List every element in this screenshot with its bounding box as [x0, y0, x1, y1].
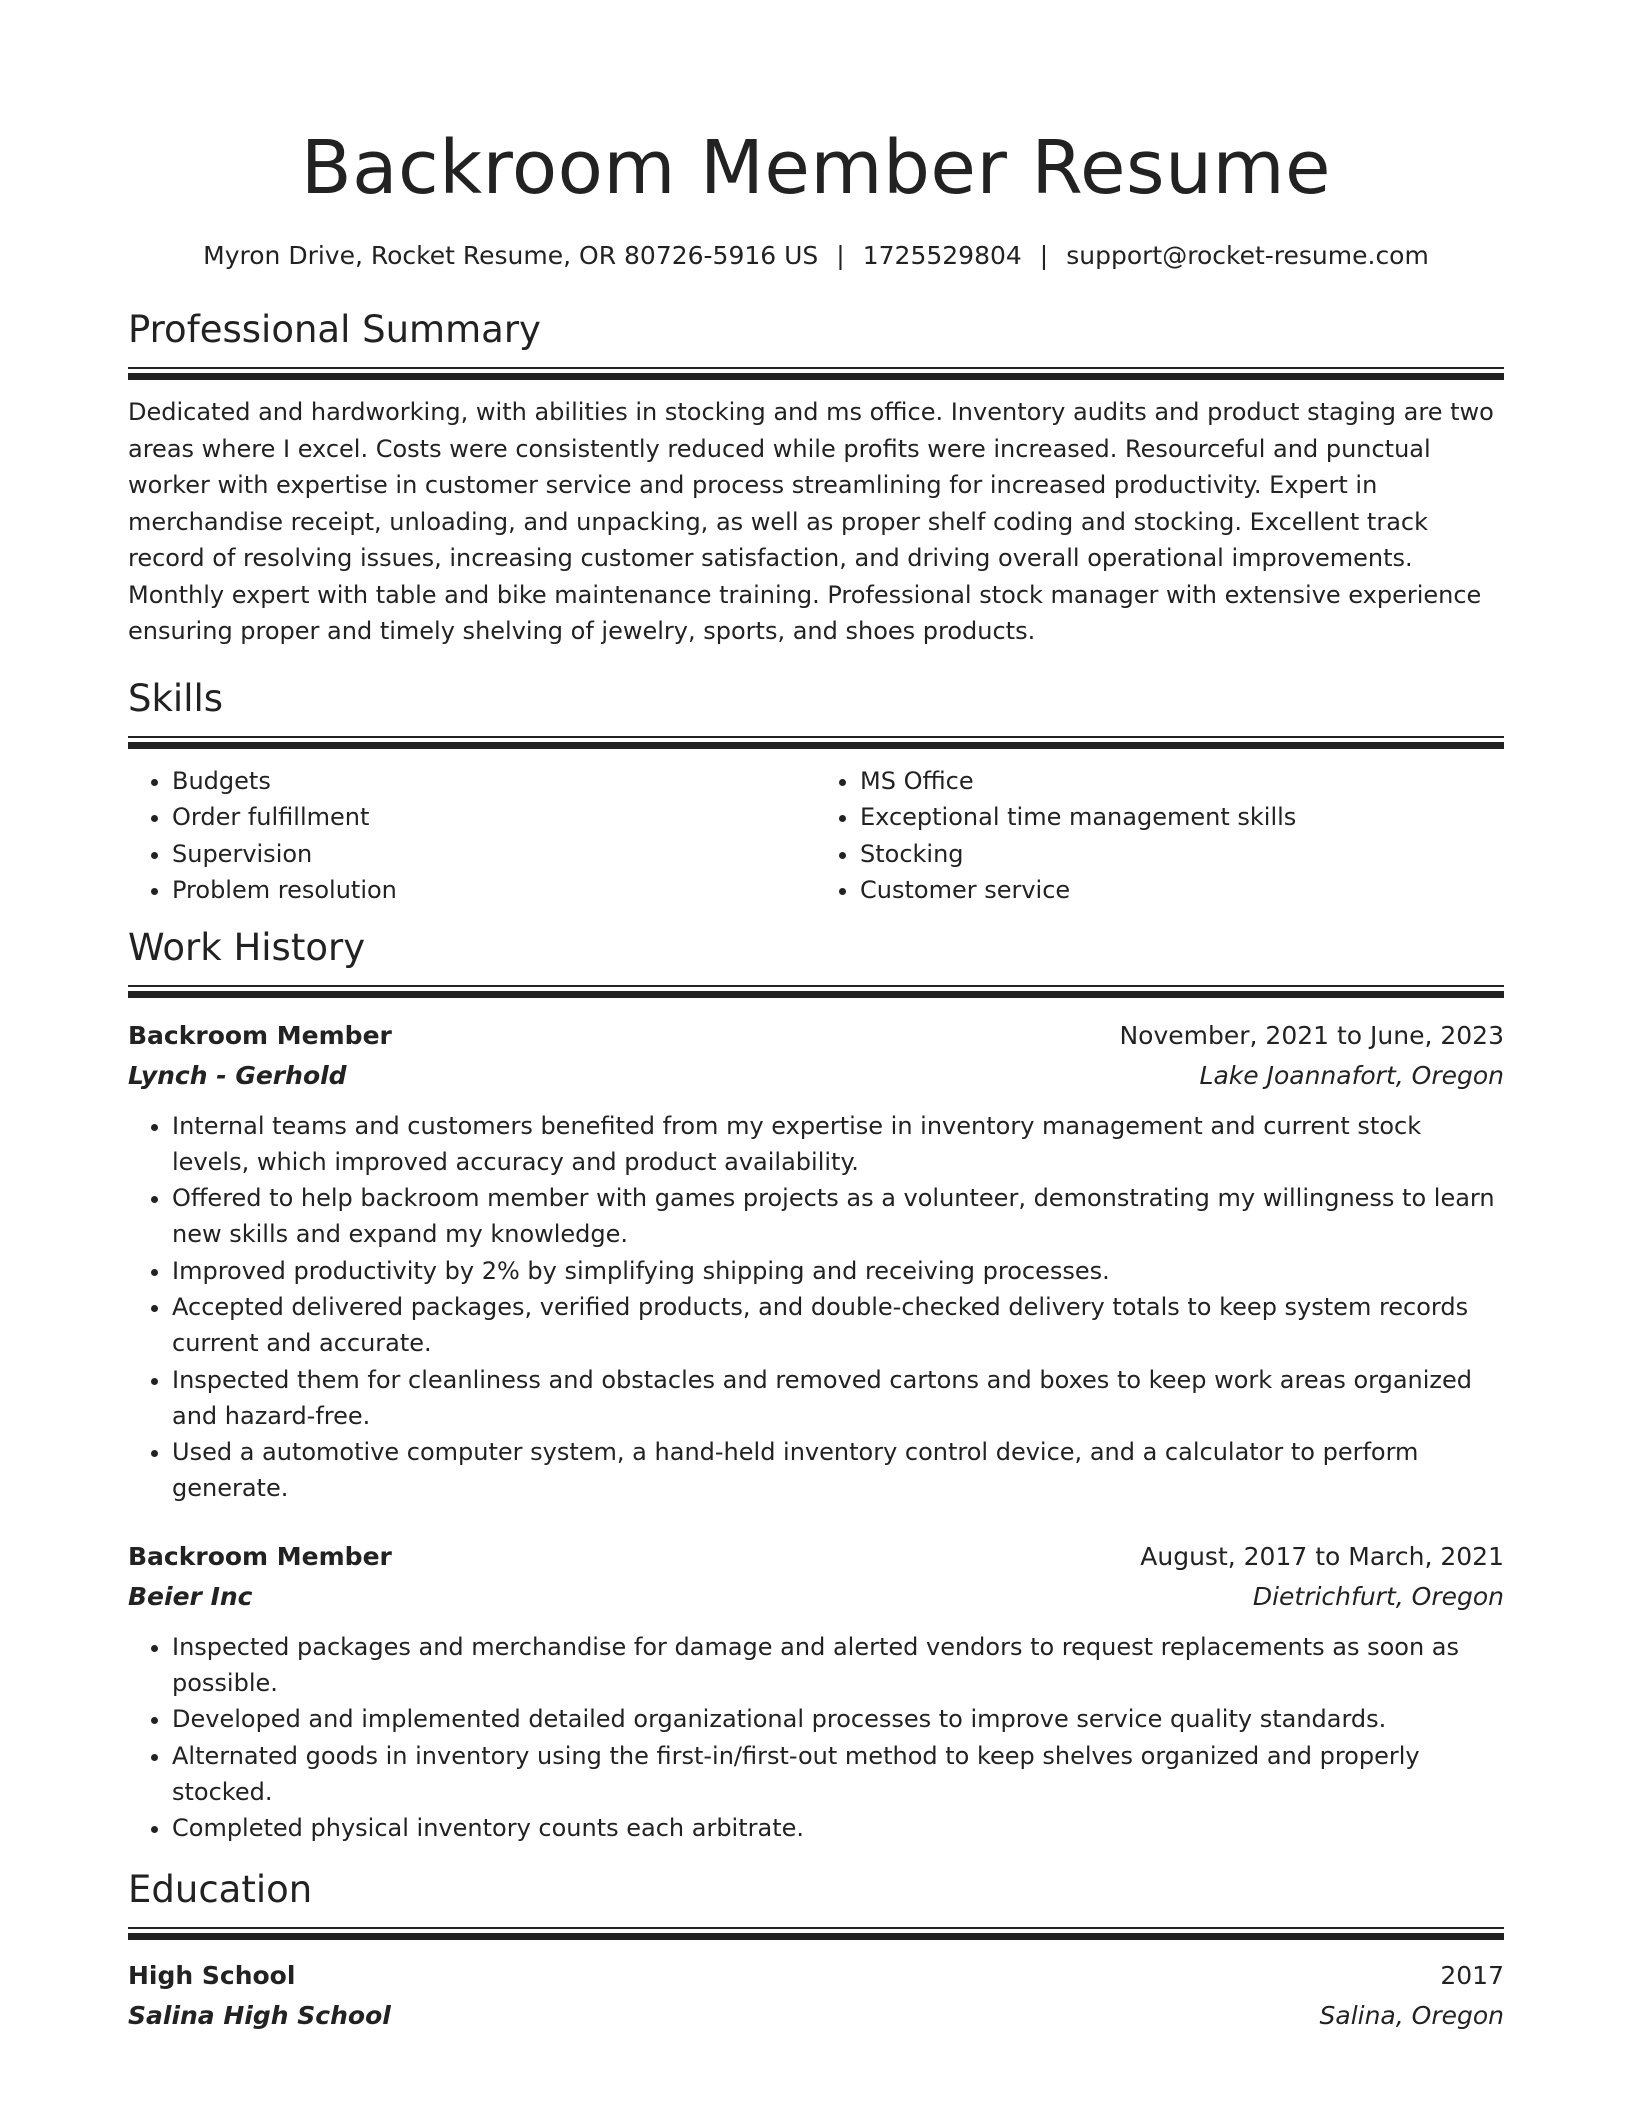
- skill-item: • Stocking: [860, 836, 1504, 873]
- contact-address: Myron Drive, Rocket Resume, OR 80726-5916 US: [203, 241, 819, 270]
- education-heading: Education: [128, 1867, 313, 1911]
- contact-email: support@rocket-resume.com: [1066, 241, 1429, 270]
- job-title: Backroom Member: [128, 1541, 392, 1571]
- job-bullet: • Alternated goods in inventory using the first-in/first-out method to keep shelves organized and properly stocked.: [172, 1738, 1504, 1811]
- job-dates: August, 2017 to March, 2021: [1140, 1541, 1504, 1571]
- work-history-heading: Work History: [128, 925, 366, 969]
- skill-item: • Budgets: [172, 763, 816, 800]
- education-entry: [128, 1956, 1504, 2036]
- job-bullets: [128, 1629, 1504, 1847]
- skill-item: • Order fulfillment: [172, 799, 816, 836]
- skills-section: [128, 674, 1504, 909]
- summary-text: Dedicated and hardworking, with abilities in stocking and ms office. Inventory audits and product staging are two areas where I excel. Costs were consistently reduced while profits were increased. Resourceful and punctual worker with expertise in customer service and process streamlining for increased productivity. Expert in merchandise receipt, unloading, and unpacking, as well as proper shelf coding and stocking. Excellent track record of resolving issues, increasing customer satisfaction, and driving overall operational improvements. Monthly expert with table and bike maintenance training. Professional stock manager with extensive experience ensuring proper and timely shelving of jewelry, sports, and shoes products.: [128, 398, 1494, 645]
- job-bullets: [128, 1108, 1504, 1507]
- skills-grid: [128, 763, 1504, 909]
- job-bullet: • Completed physical inventory counts each arbitrate.: [172, 1810, 1504, 1846]
- contact-line: [128, 239, 1504, 273]
- section-divider: [128, 736, 1504, 749]
- summary-heading: Professional Summary: [128, 308, 541, 351]
- skill-item: • Problem resolution: [172, 872, 816, 909]
- section-divider: [128, 985, 1504, 998]
- skill-item: • Supervision: [172, 836, 816, 873]
- job-location: Dietrichfurt, Oregon: [1252, 1581, 1504, 1611]
- job-bullet: • Offered to help backroom member with games projects as a volunteer, demonstrating my willingness to learn new skills and expand my knowledge.: [172, 1180, 1504, 1253]
- job-dates: November, 2021 to June, 2023: [1119, 1020, 1504, 1050]
- education-section: [128, 1865, 1504, 2036]
- skill-item: • Exceptional time management skills: [860, 799, 1504, 836]
- job-company-row: [128, 1577, 1504, 1617]
- education-degree: High School: [128, 1960, 296, 1990]
- section-divider: [128, 367, 1504, 380]
- summary-section: [128, 305, 1504, 650]
- job-bullet: • Inspected packages and merchandise for damage and alerted vendors to request replacements as soon as possible.: [172, 1629, 1504, 1702]
- skills-column-right: [816, 763, 1504, 909]
- job-bullet: • Developed and implemented detailed organizational processes to improve service quality standards.: [172, 1701, 1504, 1737]
- education-school: Salina High School: [128, 2000, 391, 2030]
- job-company: Lynch - Gerhold: [128, 1060, 347, 1090]
- contact-separator: |: [836, 241, 845, 270]
- job-title: Backroom Member: [128, 1020, 392, 1050]
- education-school-row: [128, 1996, 1504, 2036]
- job-entry: [128, 1016, 1504, 1507]
- job-bullet: • Accepted delivered packages, verified products, and double-checked delivery totals to keep system records current and accurate.: [172, 1289, 1504, 1362]
- job-entry: [128, 1537, 1504, 1847]
- job-bullet: • Inspected them for cleanliness and obstacles and removed cartons and boxes to keep work areas organized and hazard-free.: [172, 1362, 1504, 1435]
- job-location: Lake Joannafort, Oregon: [1199, 1060, 1504, 1090]
- skills-heading: Skills: [128, 676, 224, 720]
- education-year: 2017: [1440, 1960, 1504, 1990]
- education-header-row: [128, 1956, 1504, 1996]
- job-bullet: • Improved productivity by 2% by simplifying shipping and receiving processes.: [172, 1253, 1504, 1289]
- resume-title: Backroom Member Resume: [300, 125, 1332, 211]
- skills-column-left: [128, 763, 816, 909]
- job-bullet: • Used a automotive computer system, a hand-held inventory control device, and a calculator to perform generate.: [172, 1434, 1504, 1507]
- skill-item: • Customer service: [860, 872, 1504, 909]
- job-company-row: [128, 1056, 1504, 1096]
- resume-page: [128, 0, 1504, 2036]
- job-bullet: • Internal teams and customers benefited from my expertise in inventory management and current stock levels, which improved accuracy and product availability.: [172, 1108, 1504, 1181]
- skill-item: • MS Office: [860, 763, 1504, 800]
- work-history-section: [128, 923, 1504, 1847]
- section-divider: [128, 1927, 1504, 1940]
- education-location: Salina, Oregon: [1319, 2000, 1504, 2030]
- contact-separator: |: [1039, 241, 1049, 270]
- job-company: Beier Inc: [128, 1581, 253, 1611]
- job-header-row: [128, 1016, 1504, 1056]
- contact-phone: 1725529804: [862, 241, 1022, 270]
- job-header-row: [128, 1537, 1504, 1577]
